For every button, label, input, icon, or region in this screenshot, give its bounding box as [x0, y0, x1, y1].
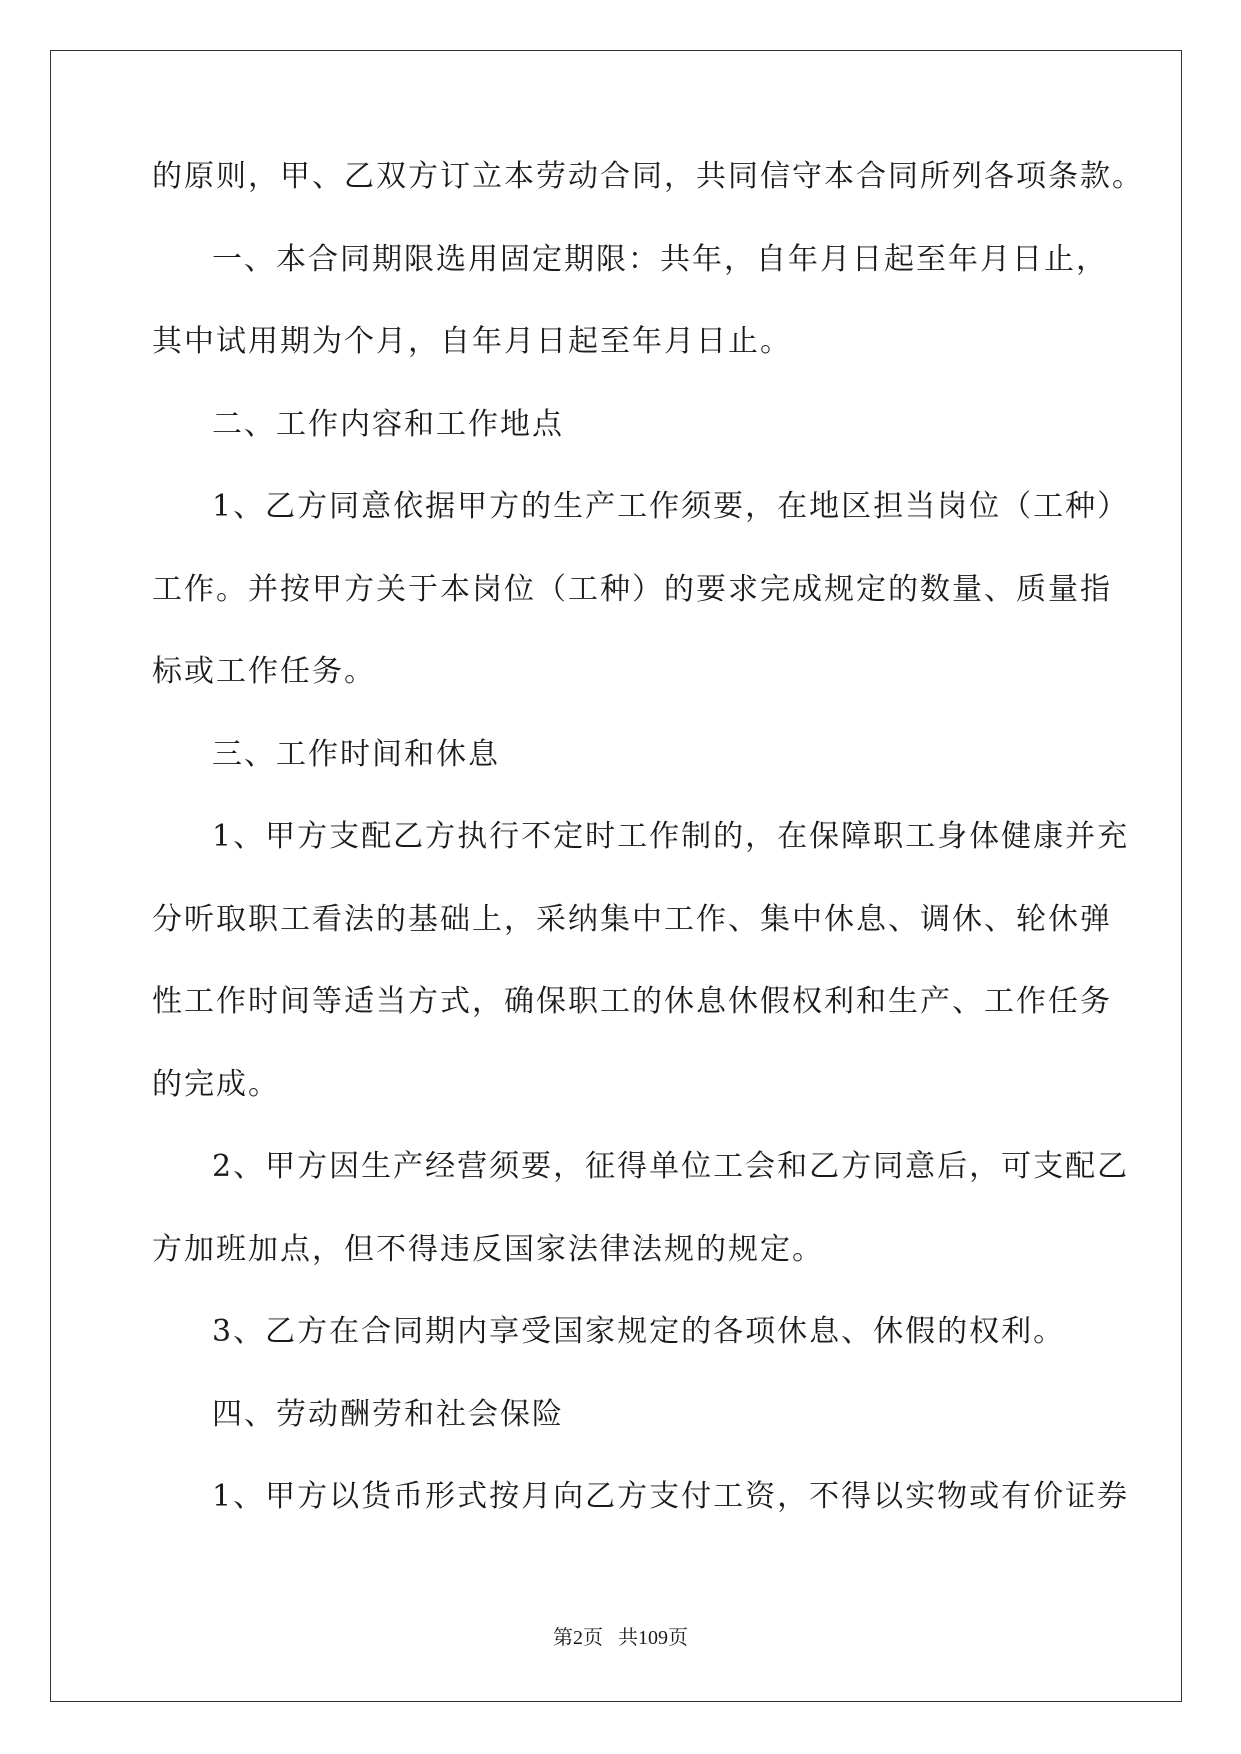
section-heading: 二、工作内容和工作地点: [212, 406, 564, 442]
text-line: 一、本合同期限选用固定期限：共年，自年月日起至年月日止，: [212, 241, 1108, 277]
text-line: 工作。并按甲方关于本岗位（工种）的要求完成规定的数量、质量指: [152, 571, 1112, 607]
page-number-prefix: 第: [553, 1627, 573, 1649]
document-body: [152, 157, 1144, 1560]
page-number-suffix: 页: [583, 1627, 603, 1649]
text-line: 性工作时间等适当方式，确保职工的休息休假权利和生产、工作任务: [152, 984, 1112, 1019]
text-line: 1、甲方以货币形式按月向乙方支付工资，不得以实物或有价证券: [212, 1479, 1130, 1514]
section-heading: 三、工作时间和休息: [212, 736, 500, 772]
text-line: 方加班加点，但不得违反国家法律法规的规定。: [152, 1231, 824, 1267]
text-line: 分听取职工看法的基础上，采纳集中工作、集中休息、调休、轮休弹: [152, 901, 1112, 937]
text-line: 2、甲方因生产经营须要，征得单位工会和乙方同意后，可支配乙: [212, 1149, 1130, 1184]
section-heading: 四、劳动酬劳和社会保险: [212, 1396, 564, 1432]
page-total-prefix: 共: [618, 1627, 638, 1649]
text-line: 的完成。: [152, 1066, 280, 1102]
page-total-suffix: 页: [668, 1627, 688, 1649]
text-line: 标或工作任务。: [152, 654, 376, 689]
text-line: 1、乙方同意依据甲方的生产工作须要，在地区担当岗位（工种）: [212, 489, 1130, 524]
text-line: 3、乙方在合同期内享受国家规定的各项休息、休假的权利。: [212, 1314, 1066, 1349]
text-line: 1、甲方支配乙方执行不定时工作制的，在保障职工身体健康并充: [212, 819, 1130, 854]
page-total: 109: [638, 1627, 668, 1649]
page-footer: [0, 1626, 1241, 1650]
text-line: 的原则，甲、乙双方订立本劳动合同，共同信守本合同所列各项条款。: [152, 159, 1144, 194]
page-number-current: 2: [573, 1627, 583, 1649]
text-line: 其中试用期为个月，自年月日起至年月日止。: [152, 324, 792, 359]
